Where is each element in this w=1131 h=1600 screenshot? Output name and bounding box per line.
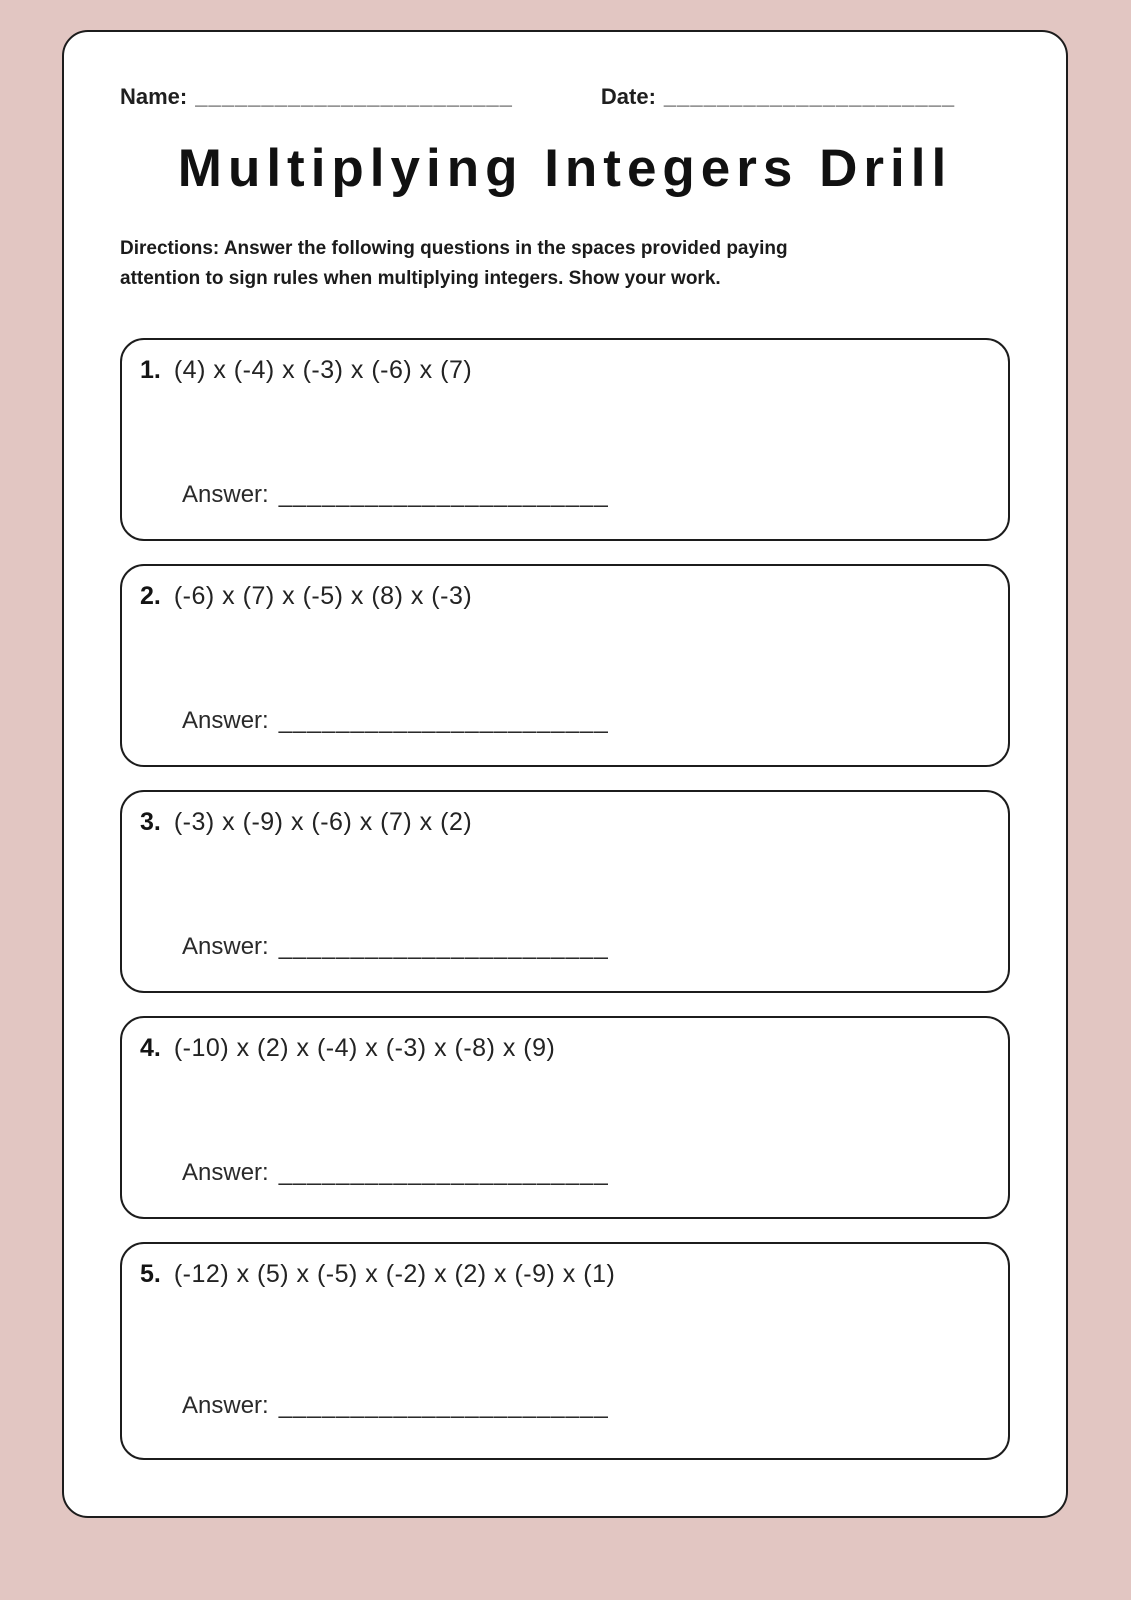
question-expression: (-12) x (5) x (-5) x (-2) x (2) x (-9) x (1) bbox=[173, 1260, 616, 1289]
question-box-4 bbox=[120, 1016, 1010, 1219]
question-number: 1. bbox=[140, 356, 161, 385]
answer-row bbox=[140, 933, 986, 961]
directions-line-1: Directions: Answer the following questions in the spaces provided paying bbox=[120, 238, 788, 260]
question-row bbox=[140, 579, 986, 614]
question-expression: (4) x (-4) x (-3) x (-6) x (7) bbox=[173, 356, 473, 385]
answer-blank-line: _______________________ bbox=[278, 481, 609, 509]
question-expression: (-10) x (2) x (-4) x (-3) x (-8) x (9) bbox=[173, 1034, 556, 1063]
question-box-1 bbox=[120, 338, 1010, 541]
answer-label: Answer: bbox=[182, 707, 269, 735]
answer-row bbox=[140, 481, 986, 509]
question-box-3 bbox=[120, 790, 1010, 993]
answer-row bbox=[140, 1392, 986, 1420]
answer-label: Answer: bbox=[182, 1159, 269, 1187]
answer-row bbox=[140, 707, 986, 735]
question-number: 3. bbox=[140, 808, 161, 837]
question-number: 4. bbox=[140, 1034, 161, 1063]
answer-label: Answer: bbox=[182, 481, 269, 509]
question-row bbox=[140, 805, 986, 840]
answer-label: Answer: bbox=[182, 1392, 269, 1420]
answer-blank-line: _______________________ bbox=[278, 707, 609, 735]
question-box-2 bbox=[120, 564, 1010, 767]
question-expression: (-3) x (-9) x (-6) x (7) x (2) bbox=[173, 808, 473, 837]
question-row bbox=[140, 1257, 986, 1292]
directions-text bbox=[120, 234, 1010, 294]
directions-line-2: attention to sign rules when multiplying integers. Show your work. bbox=[120, 268, 721, 290]
question-number: 2. bbox=[140, 582, 161, 611]
date-field bbox=[601, 84, 955, 110]
question-list bbox=[120, 338, 1010, 1460]
question-expression: (-6) x (7) x (-5) x (8) x (-3) bbox=[173, 582, 473, 611]
answer-row bbox=[140, 1159, 986, 1187]
answer-blank-line: _______________________ bbox=[278, 933, 609, 961]
question-box-5 bbox=[120, 1242, 1010, 1460]
name-blank-line: ________________________ bbox=[195, 84, 513, 109]
date-label: Date: bbox=[600, 84, 656, 109]
name-label: Name: bbox=[120, 84, 188, 109]
answer-blank-line: _______________________ bbox=[278, 1392, 609, 1420]
name-field bbox=[120, 84, 513, 110]
date-blank-line: ______________________ bbox=[663, 84, 956, 109]
question-row bbox=[140, 1031, 986, 1066]
question-number: 5. bbox=[140, 1260, 161, 1289]
worksheet-page bbox=[62, 30, 1068, 1518]
answer-blank-line: _______________________ bbox=[278, 1159, 609, 1187]
question-row bbox=[140, 353, 986, 388]
header bbox=[120, 84, 1010, 110]
answer-label: Answer: bbox=[182, 933, 269, 961]
page-title: Multiplying Integers Drill bbox=[177, 139, 953, 198]
